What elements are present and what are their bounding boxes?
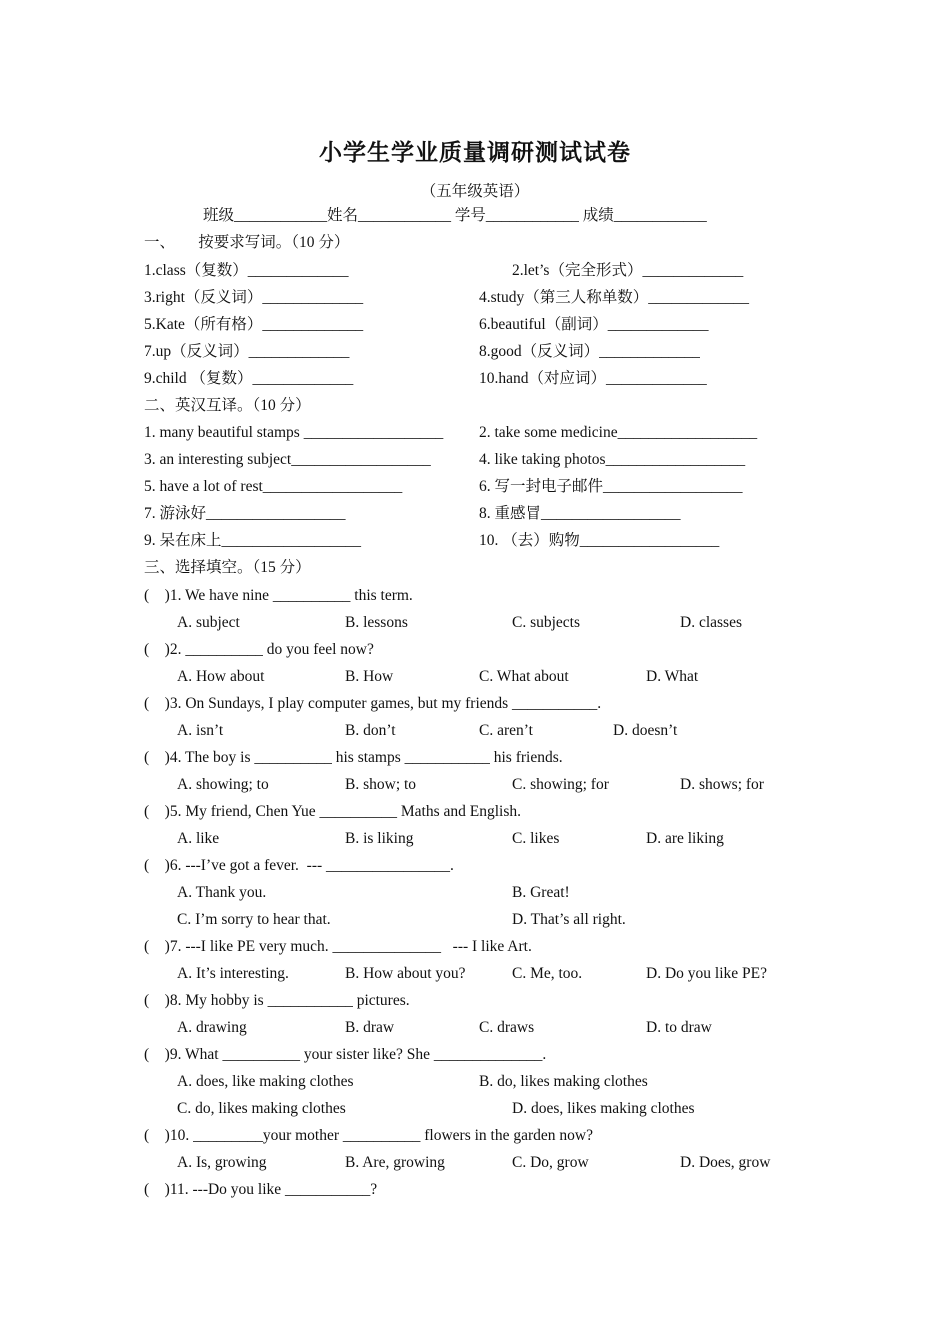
s2-item-9: 9. 呆在床上__________________	[144, 532, 362, 549]
option-d: D. are liking	[646, 830, 724, 847]
s2-item-7: 7. 游泳好__________________	[144, 505, 346, 522]
s1-item-6: 6.beautiful（副词）_____________	[479, 316, 709, 333]
question-stem: ( )1. We have nine __________ this term.	[144, 587, 413, 604]
question-stem: ( )10. _________your mother __________ flowers in the garden now?	[144, 1127, 593, 1144]
option-d: D. Do you like PE?	[646, 965, 767, 982]
s2-item-5: 5. have a lot of rest__________________	[144, 478, 403, 495]
question-stem: ( )4. The boy is __________ his stamps ___________ his friends.	[144, 749, 563, 766]
question-stem: ( )6. ---I’ve got a fever. --- ________________.	[144, 857, 454, 874]
option-b: B. Great!	[512, 884, 570, 901]
option-a: A. showing; to	[177, 776, 269, 793]
s2-item-2: 2. take some medicine__________________	[479, 424, 758, 441]
option-c: C. aren’t	[479, 722, 533, 739]
option-c: C. likes	[512, 830, 560, 847]
s2-item-10: 10. （去）购物__________________	[479, 532, 720, 549]
option-a: A. like	[177, 830, 220, 847]
option-c: C. I’m sorry to hear that.	[177, 911, 331, 928]
option-c: C. do, likes making clothes	[177, 1100, 346, 1117]
s1-item-8: 8.good（反义词）_____________	[479, 343, 700, 360]
option-b: B. lessons	[345, 614, 408, 631]
s1-item-10: 10.hand（对应词）_____________	[479, 370, 707, 387]
option-d: D. does, likes making clothes	[512, 1100, 695, 1117]
page-title: 小学生学业质量调研测试试卷	[319, 140, 631, 166]
question-stem: ( )7. ---I like PE very much. ______________ --- I like Art.	[144, 938, 532, 955]
option-a: A. isn’t	[177, 722, 224, 739]
option-c: C. What about	[479, 668, 569, 685]
option-d: D. What	[646, 668, 699, 685]
s2-item-3: 3. an interesting subject__________________	[144, 451, 431, 468]
student-info-line: 班级____________姓名____________ 学号____________ 成绩____________	[203, 207, 707, 224]
option-a: A. drawing	[177, 1019, 247, 1036]
option-b: B. do, likes making clothes	[479, 1073, 648, 1090]
option-b: B. Are, growing	[345, 1154, 445, 1171]
question-stem: ( )5. My friend, Chen Yue __________ Maths and English.	[144, 803, 521, 820]
s2-item-6: 6. 写一封电子邮件__________________	[479, 478, 743, 495]
option-c: C. draws	[479, 1019, 535, 1036]
option-b: B. don’t	[345, 722, 396, 739]
page-subtitle: （五年级英语）	[420, 183, 530, 200]
option-c: C. Me, too.	[512, 965, 583, 982]
s1-item-7: 7.up（反义词）_____________	[144, 343, 350, 360]
section-3-heading: 三、选择填空。（15 分）	[144, 559, 311, 576]
section-2-heading: 二、英汉互译。（10 分）	[144, 397, 311, 414]
option-c: C. showing; for	[512, 776, 609, 793]
option-b: B. draw	[345, 1019, 395, 1036]
option-d: D. doesn’t	[613, 722, 678, 739]
s1-item-5: 5.Kate（所有格）_____________	[144, 316, 364, 333]
option-a: A. How about	[177, 668, 265, 685]
s2-item-8: 8. 重感冒__________________	[479, 505, 681, 522]
option-b: B. is liking	[345, 830, 414, 847]
option-a: A. subject	[177, 614, 240, 631]
question-stem: ( )11. ---Do you like ___________?	[144, 1181, 378, 1198]
option-a: A. Thank you.	[177, 884, 267, 901]
question-stem: ( )8. My hobby is ___________ pictures.	[144, 992, 410, 1009]
option-a: A. Is, growing	[177, 1154, 267, 1171]
option-b: B. How about you?	[345, 965, 466, 982]
s2-item-1: 1. many beautiful stamps __________________	[144, 424, 444, 441]
question-stem: ( )2. __________ do you feel now?	[144, 641, 374, 658]
question-stem: ( )9. What __________ your sister like? She ______________.	[144, 1046, 547, 1063]
s1-item-3: 3.right（反义词）_____________	[144, 289, 364, 306]
s1-item-1: 1.class（复数）_____________	[144, 262, 349, 279]
option-d: D. That’s all right.	[512, 911, 626, 928]
option-b: B. How	[345, 668, 394, 685]
section-1-heading: 一、 按要求写词。（10 分）	[144, 234, 350, 251]
s1-item-2: 2.let’s（完全形式）_____________	[512, 262, 744, 279]
option-c: C. subjects	[512, 614, 581, 631]
option-d: D. to draw	[646, 1019, 712, 1036]
option-a: A. does, like making clothes	[177, 1073, 354, 1090]
s1-item-4: 4.study（第三人称单数）_____________	[479, 289, 749, 306]
option-c: C. Do, grow	[512, 1154, 589, 1171]
option-b: B. show; to	[345, 776, 417, 793]
s2-item-4: 4. like taking photos__________________	[479, 451, 746, 468]
question-stem: ( )3. On Sundays, I play computer games, but my friends ___________.	[144, 695, 602, 712]
option-a: A. It’s interesting.	[177, 965, 289, 982]
option-d: D. classes	[680, 614, 742, 631]
s1-item-9: 9.child （复数）_____________	[144, 370, 354, 387]
option-d: D. Does, grow	[680, 1154, 771, 1171]
option-d: D. shows; for	[680, 776, 764, 793]
